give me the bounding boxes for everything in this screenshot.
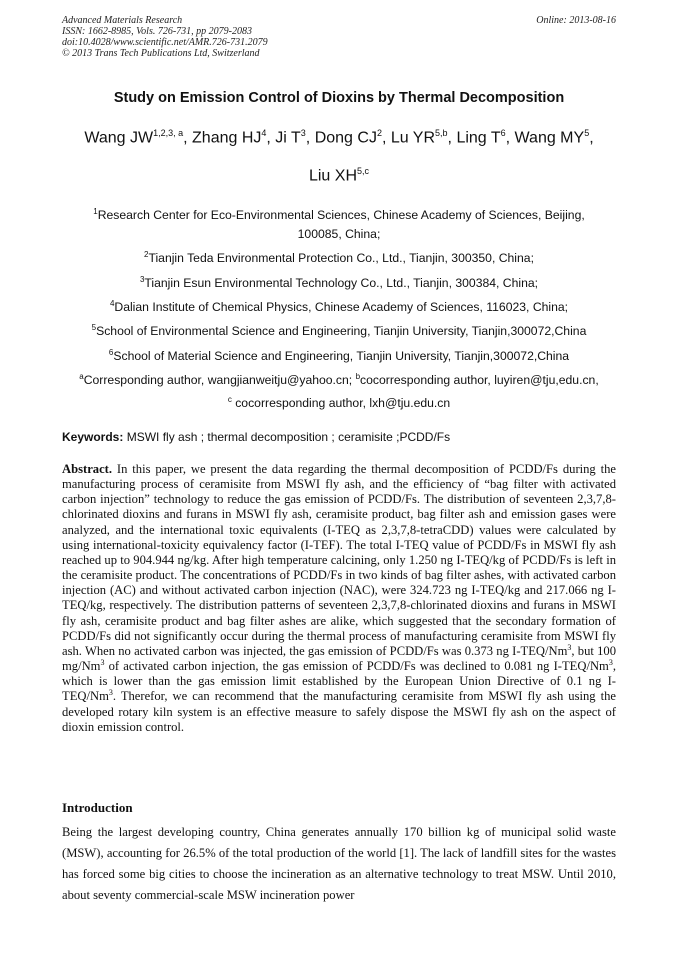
corresponding-a: Corresponding author, wangjianweitju@yahoo.cn;	[83, 373, 356, 388]
abstract-sup: 3	[108, 688, 113, 698]
paper-title: Study on Emission Control of Dioxins by Thermal Decomposition	[113, 90, 565, 106]
abstract	[62, 462, 616, 735]
author-sup: 4	[261, 128, 267, 138]
author-name: Wang MY	[514, 129, 585, 147]
abstract-text: of activated carbon injection, the gas emission of PCDD/Fs was declined to 0.081 ng I-TEQ/Nm	[104, 659, 609, 674]
affiliation-text: School of Environmental Science and Engineering, Tianjin University, Tianjin,300072,China	[96, 324, 587, 339]
author-name: Ji T	[275, 129, 301, 147]
author-name: Zhang HJ	[192, 129, 262, 147]
affiliation-6	[62, 343, 616, 366]
affiliation-text: Research Center for Eco-Environmental Sciences, Chinese Academy of Sciences, Beijing,	[97, 208, 585, 223]
author-line-1	[40, 128, 638, 147]
author-sep: ,	[589, 129, 594, 147]
author-sup: 5	[584, 128, 590, 138]
author-sep: ,	[447, 129, 457, 147]
journal-header	[62, 15, 268, 59]
affiliation-text: School of Material Science and Engineering, Tianjin University, Tianjin,300072,China	[113, 349, 570, 364]
affiliation-text: Tianjin Teda Environmental Protection Co., Ltd., Tianjin, 300350, China;	[148, 251, 534, 266]
keywords	[62, 430, 616, 444]
abstract-text: . Therefor, we can recommend that the manufacturing ceramisite from MSWI fly ash using the developed rotary kiln system is an effective measure to safely dispose the MSWI fly ash on the aspect of dioxin emission control.	[62, 689, 616, 734]
author-sep: ,	[266, 129, 276, 147]
affiliation-sup: 3	[139, 275, 145, 284]
keywords-text: MSWI fly ash ; thermal decomposition ; ceramisite ;PCDD/Fs	[123, 430, 451, 444]
corresponding-sup-c: c	[227, 395, 232, 405]
author-sup: 5,c	[357, 166, 370, 176]
corresponding-b: cocorresponding author, luyiren@tju,edu.cn,	[360, 373, 599, 388]
doi-line[interactable]: doi:10.4028/www.scientific.net/AMR.726-731.2079	[62, 37, 268, 48]
author-sep: ,	[381, 129, 391, 147]
author-name: Lu YR	[390, 129, 436, 147]
author-sup: 1,2,3, a	[153, 128, 184, 138]
corresponding-sup-a: a	[79, 372, 84, 381]
author-name: Wang JW	[84, 129, 154, 147]
author-name: Dong CJ	[314, 129, 377, 147]
affiliation-sup: 2	[144, 250, 149, 259]
author-sup: 2	[376, 128, 382, 138]
author-sep: ,	[183, 129, 193, 147]
affiliation-sup: 5	[91, 323, 97, 332]
affiliation-4	[62, 294, 616, 317]
copyright-line: © 2013 Trans Tech Publications Ltd, Switzerland	[62, 48, 260, 59]
corresponding-sup-b: b	[355, 372, 361, 381]
affiliation-text: Dalian Institute of Chemical Physics, Chinese Academy of Sciences, 116023, China;	[114, 300, 569, 315]
affiliation-sup: 1	[93, 207, 98, 216]
abstract-label: Abstract.	[62, 462, 113, 476]
journal-name: Advanced Materials Research	[62, 15, 183, 26]
author-sup: 5,b	[435, 128, 448, 138]
affiliation-sup: 4	[109, 299, 115, 308]
abstract-sup: 3	[100, 657, 105, 667]
abstract-text: In this paper, we present the data regarding the thermal decomposition of PCDD/Fs during the manufacturing process of ceramisite from MSWI fly ash, and the efficiency of “bag filter with activated carbon injection” technology to reduce the gas emission of PCDD/Fs. The distribution of seventeen 2,3,7,8-chlorinated dioxins and furans in MSWI fly ash, ceramisite product, bag filter ash and emission gases were analyzed, and the international toxic equivalents (I-TEQ as 2,3,7,8-tetraCDD) values were calculated by using international-toxicity equivalency factor (I-TEF). The total I-TEQ value of PCDD/Fs in MSWI fly ash reached up to 904.944 ng/kg. After high temperature calcining, only 1.250 ng I-TEQ/kg of PCDD/Fs is left in the ceramisite product. The concentrations of PCDD/Fs in two kinds of bag filter ashes, with activated carbon injection (AC) and without activated carbon injection (NAC), were 324.723 ng I-TEQ/kg and 217.066 ng I-TEQ/kg, respectively. The distribution patterns of seventeen 2,3,7,8-chlorinated dioxins and furans in MSWI fly ash, ceramisite product and bag filter ashes are alike, which suggested that the secondary formation of PCDD/Fs did not significantly occur during the thermal process of manufacturing ceramisite from MSWI fly ash. When no activated carbon was injected, the gas emission of PCDD/Fs was 0.373 ng I-TEQ/Nm	[62, 462, 616, 658]
abstract-sup: 3	[608, 657, 613, 667]
issn-line: ISSN: 1662-8985, Vols. 726-731, pp 2079-2083	[62, 26, 252, 37]
affiliation-text: Tianjin Esun Environmental Technology Co., Ltd., Tianjin, 300384, China;	[144, 276, 539, 291]
author-name: Ling T	[456, 129, 501, 147]
author-sup: 6	[500, 128, 506, 138]
author-line-2	[40, 166, 638, 185]
affiliation-1	[62, 202, 616, 244]
abstract-text: , which is lower than the gas emission limit established by the European Union Directive of 0.1 ng I-TEQ/Nm	[62, 659, 616, 704]
introduction-text: Being the largest developing country, China generates annually 170 billion kg of municipal solid waste (MSW), accounting for 26.5% of the total production of the world [1]. The lack of landfill sites for the wastes has forced some big cities to choose the incineration as an alternative technology to treat MSW. Until 2010, about seventy commercial-scale MSW incineration power	[62, 825, 616, 902]
corresponding-c: cocorresponding author, lxh@tju.edu.cn	[231, 396, 451, 411]
keywords-label: Keywords:	[62, 430, 124, 444]
author-sep: ,	[305, 129, 315, 147]
affiliation-5	[62, 318, 616, 341]
author-sup: 3	[300, 128, 306, 138]
affiliation-sup: 6	[108, 348, 114, 357]
abstract-text: , but 100 mg/Nm	[62, 643, 616, 674]
corresponding-authors	[62, 367, 616, 413]
online-date: Online: 2013-08-16	[536, 15, 616, 26]
section-heading-introduction: Introduction	[62, 800, 133, 815]
author-sep: ,	[505, 129, 515, 147]
author-name: Liu XH	[308, 167, 357, 185]
affiliation-text-cont: 100085, China;	[297, 227, 381, 242]
affiliation-3	[62, 270, 616, 293]
abstract-sup: 3	[567, 642, 572, 652]
affiliation-2	[62, 245, 616, 268]
